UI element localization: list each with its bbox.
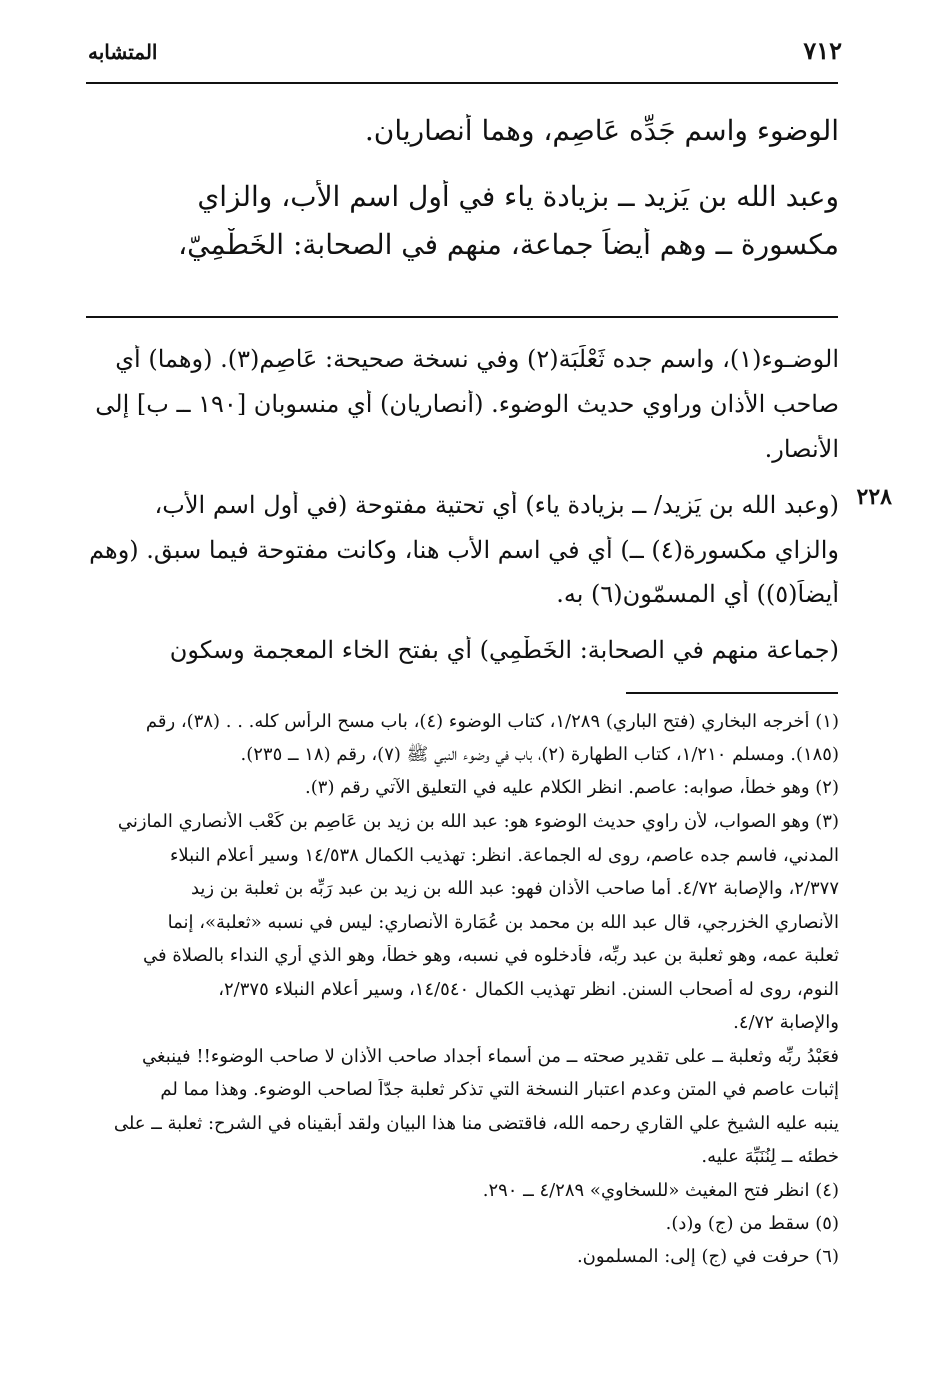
footnote-line: ينبه عليه الشيخ علي القاري رحمه الله، فاقتضى منا هذا البيان ولقد أبقيناه في الشرح: ثعلبة ــ على [113,1113,839,1134]
footnote-line: (٦) حرفت في (ج) إلى: المسلمون. [576,1246,839,1267]
footnote-line: النوم، روى له أصحاب السنن. انظر تهذيب الكمال ١٤/٥٤٠، وسير أعلام النبلاء ٢/٣٧٥، [218,979,839,1000]
commentary-line: أيضاً(٥)) أي المسمّون(٦) به. [556,580,839,608]
margin-number: ٢٢٨ [856,484,892,510]
footnote-line: (٣) وهو الصواب، لأن راوي حديث الوضوء هو: عبد الله بن زيد بن عَاصِم بن كَعْب الأنصاري المازني [117,811,839,832]
footnote-line: المدني، فاسم جده عاصم، روى له الجماعة. انظر: تهذيب الكمال ١٤/٥٣٨ وسير أعلام النبلاء [169,845,839,866]
main-text-line: مكسورة ــ وهم أيضاً جماعة، منهم في الصحابة: الخَطْمِيّ، [178,228,839,261]
commentary-line: صاحب الأذان وراوي حديث الوضوء. (أنصاريان) أي منسوبان [١٩٠ ــ ب] إلى [95,390,839,418]
footnote-line: (١٨٥). ومسلم ١/٢١٠، كتاب الطهارة (٢)، باب في وضوء النبي ﷺ (٧)، رقم (١٨ ــ ٢٣٥). [240,744,839,765]
footnote-line: ثعلبة عمه، وهو ثعلبة بن عبد ربِّه، فأدخلوه في نسبه، وهو خطأ، وهو الذي أُري النداء بالصلاة في [143,945,839,966]
commentary-line: (جماعة منهم في الصحابة: الخَطْمِي) أي بفتح الخاء المعجمة وسكون [169,636,839,664]
header-rule [86,82,838,84]
main-text-line: الوضوء واسم جَدِّه عَاصِم، وهما أنصاريان. [364,114,839,147]
main-text-line: وعبد الله بن يَزِيد ــ بزيادة ياء في أول اسم الأب، والزاي [197,180,839,213]
commentary-line: (وعبد الله بن يَزِيد/ ــ بزيادة ياء) أي تحتية مفتوحة (في أول اسم الأب، [154,491,839,519]
footnote-rule [626,692,838,694]
commentary-line: الأنصار. [764,435,839,463]
footnote-line: الأنصاري الخزرجي، قال عبد الله بن محمد بن عُمَارة الأنصاري: ليس في نسبه «ثعلبة»، إنما [167,912,839,933]
page-number: ٧١٢ [803,36,842,65]
footnote-line: ٢/٣٧٧، والإصابة ٤/٧٢. أما صاحب الأذان فهو: عبد الله بن زيد بن عبد رَبِّه بن ثعلبة بن زيد [190,878,839,899]
footnote-line: خطئه ــ لِنُنَبِّهَ عليه. [701,1146,839,1167]
footnote-line: فعَبْدُ ربِّه وثعلبة ــ على تقدير صحته ــ من أسماء أجداد صاحب الأذان لا صاحب الوضوء!! فينبغي [142,1046,839,1067]
footnote-line: إثبات عاصم في المتن وعدم اعتبار النسخة التي تذكر ثعلبة جدّاً لصاحب الوضوء. وهذا مما لم [160,1079,839,1100]
commentary-line: والزاي مكسورة(٤) ــ) أي في اسم الأب هنا، وكانت مفتوحة فيما سبق. (وهم [89,536,839,564]
footnote-line: (٢) وهو خطأ، صوابه: عاصم. انظر الكلام عليه في التعليق الآتي رقم (٣). [305,777,839,798]
footnote-line: (٥) سقط من (ج) و(د). [665,1213,839,1234]
running-title: المتشابه [88,40,158,64]
main-separator-rule [86,316,838,318]
footnote-line: (٤) انظر فتح المغيث «للسخاوي» ٤/٢٨٩ ــ ٢٩٠. [482,1180,839,1201]
footnote-line: والإصابة ٤/٧٢. [733,1012,839,1033]
footnote-line: (١) أخرجه البخاري (فتح الباري) ١/٢٨٩، كتاب الوضوء (٤)، باب مسح الرأس كله. . . (٣٨)، رقم [145,711,839,732]
commentary-line: الوضـوء(١)، واسم جده ثَعْلَبَة(٢) وفي نسخة صحيحة: عَاصِم(٣). (وهما) أي [115,345,839,373]
